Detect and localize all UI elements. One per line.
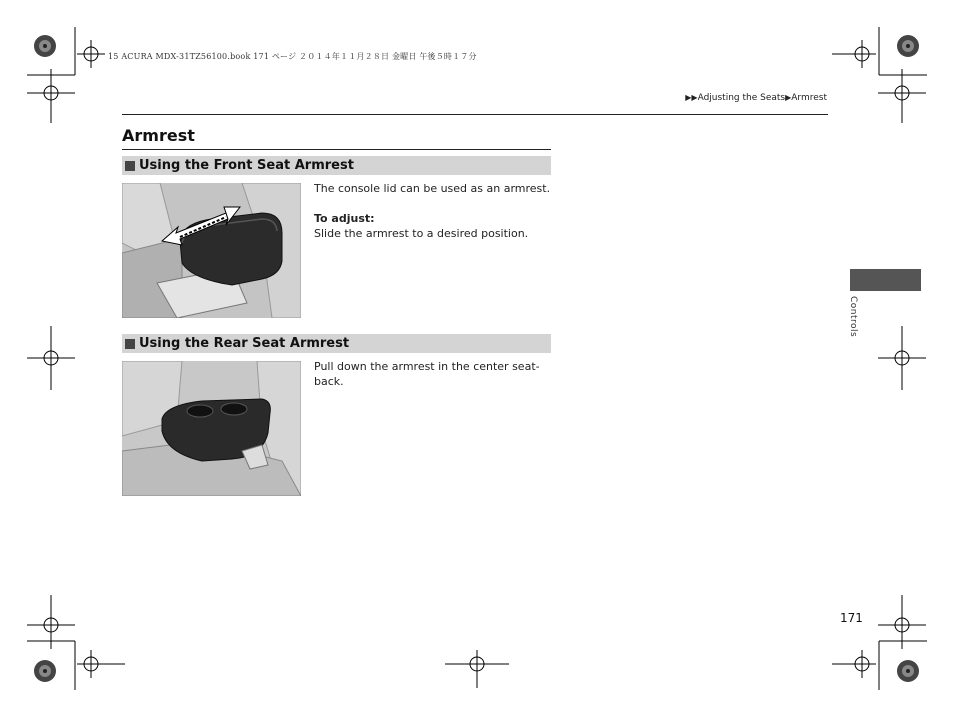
breadcrumb-current: Armrest xyxy=(791,93,827,103)
print-header: 15 ACURA MDX-31TZ56100.book 171 ページ ２０１４年１１月２８日 金曜日 午後５時１７分 xyxy=(108,52,477,61)
rear-armrest-description: Pull down the armrest in the center seat-back. xyxy=(314,360,540,388)
page-title: Armrest xyxy=(122,126,195,145)
front-armrest-instruction: Slide the armrest to a desired position. xyxy=(314,227,529,240)
breadcrumb-separator-icon: ▶ xyxy=(785,93,792,102)
section-tab[interactable] xyxy=(850,269,921,291)
front-armrest-illustration xyxy=(122,183,301,318)
rear-armrest-text xyxy=(314,359,554,389)
section-heading-rear xyxy=(122,334,551,353)
title-divider xyxy=(122,149,551,150)
front-armrest-description: The console lid can be used as an armrest. xyxy=(314,182,551,195)
rear-armrest-illustration xyxy=(122,361,301,496)
section-square-icon xyxy=(125,161,135,171)
breadcrumb-arrow-icon: ▶▶ xyxy=(685,93,698,102)
section-tab-label: Controls xyxy=(848,296,858,338)
front-armrest-text xyxy=(314,181,554,241)
breadcrumb-parent[interactable]: Adjusting the Seats xyxy=(697,93,786,103)
header-divider xyxy=(122,114,828,115)
section-heading-front xyxy=(122,156,551,175)
section-square-icon xyxy=(125,339,135,349)
page-number: 171 xyxy=(840,611,863,625)
section-heading-front-label: Using the Front Seat Armrest xyxy=(139,158,354,173)
breadcrumb xyxy=(685,93,827,103)
front-armrest-subheading: To adjust: xyxy=(314,212,375,225)
section-heading-rear-label: Using the Rear Seat Armrest xyxy=(139,336,350,351)
